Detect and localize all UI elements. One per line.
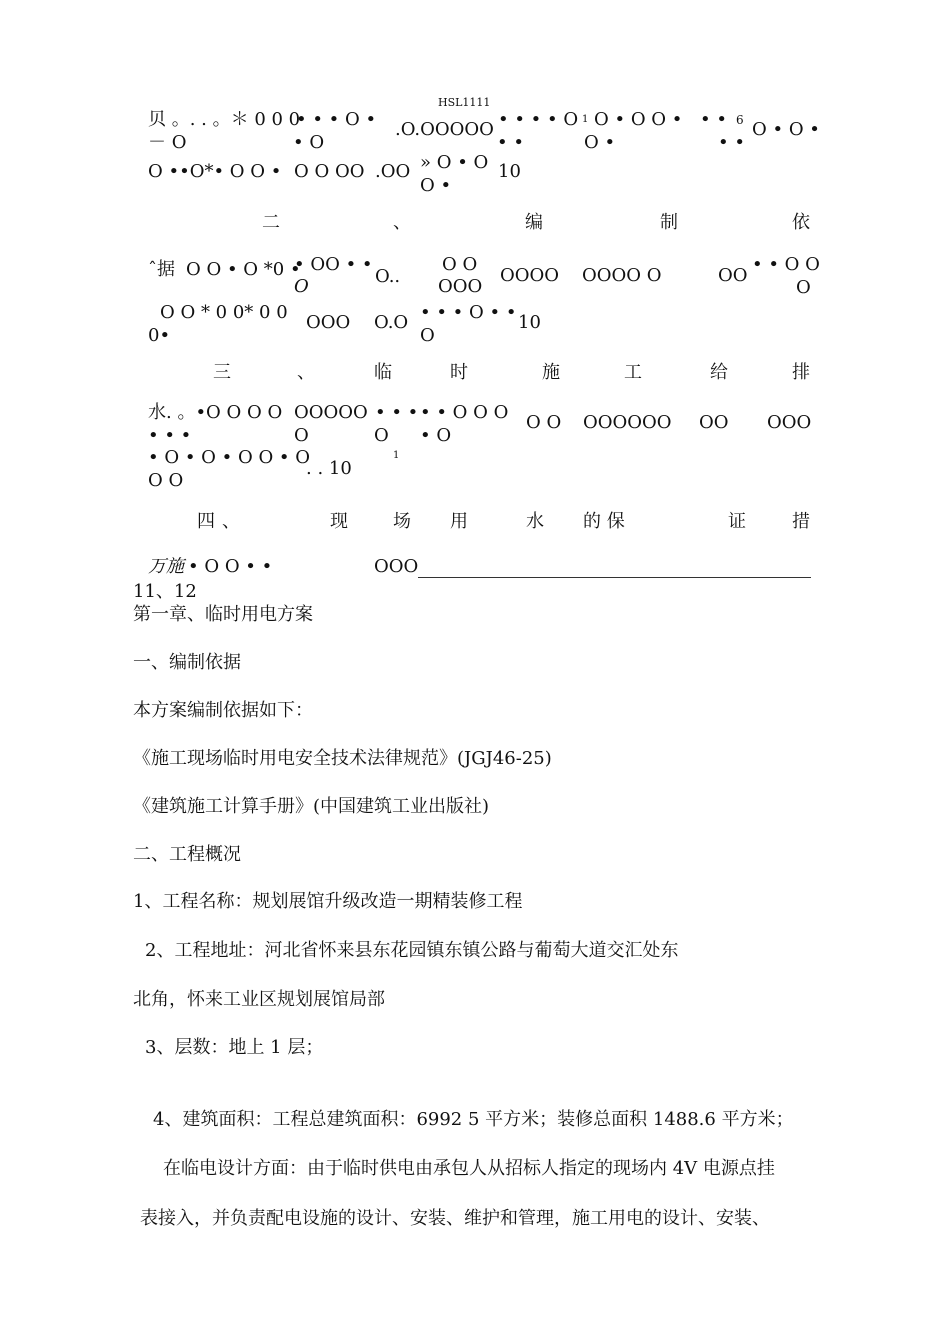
toc-page-number: 10 [518,312,541,333]
toc-text: OO [699,412,729,433]
toc-text: O O [526,412,562,433]
toc-text: O.. [375,266,401,287]
toc-text: O.O [374,312,409,333]
toc-text: • • [718,132,745,153]
toc-char: 措 [792,511,810,532]
paragraph: 表接入，并负责配电设施的设计、安装、维护和管理，施工用电的设计、安装、 [140,1208,770,1229]
toc-text: • • • O • [296,109,377,130]
toc-text: • • • [148,425,192,446]
toc-char: 三 [213,362,231,383]
section-heading: 一、编制依据 [133,652,241,673]
toc-char: 四 [197,511,215,532]
toc-text: O [294,276,309,297]
toc-text: • • [700,109,727,130]
reference-item: 《施工现场临时用电安全技术法律规范》(JGJ46-25) [133,748,552,769]
toc-text: O • O • [752,119,820,140]
toc-text: • • • O • • [420,302,517,323]
toc-text: 水. 。•O O O O [148,402,283,423]
toc-text: • • O O O [420,402,509,423]
list-item: 1、工程名称：规划展馆升级改造一期精装修工程 [133,891,523,912]
toc-text: O O • O *0 • [186,259,301,280]
toc-char: 现 [330,511,348,532]
section-heading: 二、工程概况 [133,844,241,865]
toc-char: 工 [624,362,642,383]
list-item-continuation: 北角，怀来工业区规划展馆局部 [133,989,385,1010]
list-item: 2、工程地址：河北省怀来县东花园镇东镇公路与葡萄大道交汇处东 [145,940,679,961]
toc-text: O • [420,175,452,196]
toc-text: O O OO [294,161,365,182]
toc-char: 临 [374,362,392,383]
toc-text: O [420,325,435,346]
header-code: HSL1111 [438,96,491,109]
toc-text: O O [148,470,184,491]
list-item: 3、层数：地上 1 层； [145,1037,324,1058]
toc-char: 场 [393,511,411,532]
toc-char: 证 [728,511,746,532]
toc-text: .OO [375,161,411,182]
toc-text: • • O O [752,254,820,275]
paragraph: 在临电设计方面：由于临时供电由承包人从招标人指定的现场内 4V 电源点挂 [163,1158,775,1179]
toc-text: OOOOO [294,402,368,423]
toc-char: 、 [297,362,315,383]
toc-text: O [294,425,309,446]
toc-text: • O O • • [188,556,273,577]
list-item: 4、建筑面积：工程总建筑面积：6992 5 平方米；装修总面积 1488.6 平方米； [153,1109,794,1130]
reference-item: 《建筑施工计算手册》(中国建筑工业出版社) [133,796,490,817]
toc-char: 、 [222,511,240,532]
toc-text: OOO [374,556,419,577]
toc-superscript: 1 [393,450,400,461]
toc-text: 0• [148,325,171,346]
toc-text: • • • • O [498,109,579,130]
toc-text: » O • O [420,152,489,173]
toc-text: 贝 。. . 。＊ 0 0 0 [148,109,301,130]
toc-char: 依 [792,212,810,233]
toc-text: • O [293,132,325,153]
toc-text: • • • [375,402,419,423]
toc-char: 制 [660,212,678,233]
toc-char: 施 [542,362,560,383]
toc-char: 时 [450,362,468,383]
toc-char: 、 [393,212,411,233]
toc-text: O • [584,132,616,153]
toc-text: 万施 [148,556,184,577]
toc-page-number: 11、12 [133,581,197,602]
toc-text: .O.OOOOO [395,119,494,140]
toc-text: O [374,425,389,446]
toc-char: 用 [450,511,468,532]
toc-text: OOOOOO [583,412,672,433]
toc-text: OOO [767,412,812,433]
toc-text: • OO • • [294,254,373,275]
toc-char: 二 [262,212,280,233]
toc-char: 编 [525,212,543,233]
toc-text: • O • O • O O • O [148,447,311,468]
toc-text: • O [420,425,452,446]
toc-char: 的 保 [583,511,625,532]
toc-text: OOO [306,312,351,333]
toc-char: 给 [710,362,728,383]
toc-char: 水 [526,511,544,532]
toc-text: OOOO [500,265,560,286]
toc-char: 排 [792,362,810,383]
toc-superscript: 1 [582,114,589,125]
toc-page-number: 10 [498,161,521,182]
toc-text: ˆ据 [148,259,175,280]
toc-text: O [796,277,811,298]
toc-text: － O [148,132,187,153]
paragraph: 本方案编制依据如下： [133,700,313,721]
toc-text: O O * 0 0* 0 0 [160,302,288,323]
toc-text: OO [718,265,748,286]
toc-text: O O [442,254,478,275]
toc-leader-line [418,577,811,578]
toc-text: OOOO O [582,265,662,286]
toc-text: • • [497,132,524,153]
chapter-title: 第一章、临时用电方案 [133,604,313,625]
toc-text: OOO [438,276,483,297]
toc-text: O ••O*• O O • [148,161,282,182]
toc-text: O • O O • [594,109,683,130]
toc-text: 6 [736,113,744,127]
toc-page-number: . . 10 [306,458,352,479]
